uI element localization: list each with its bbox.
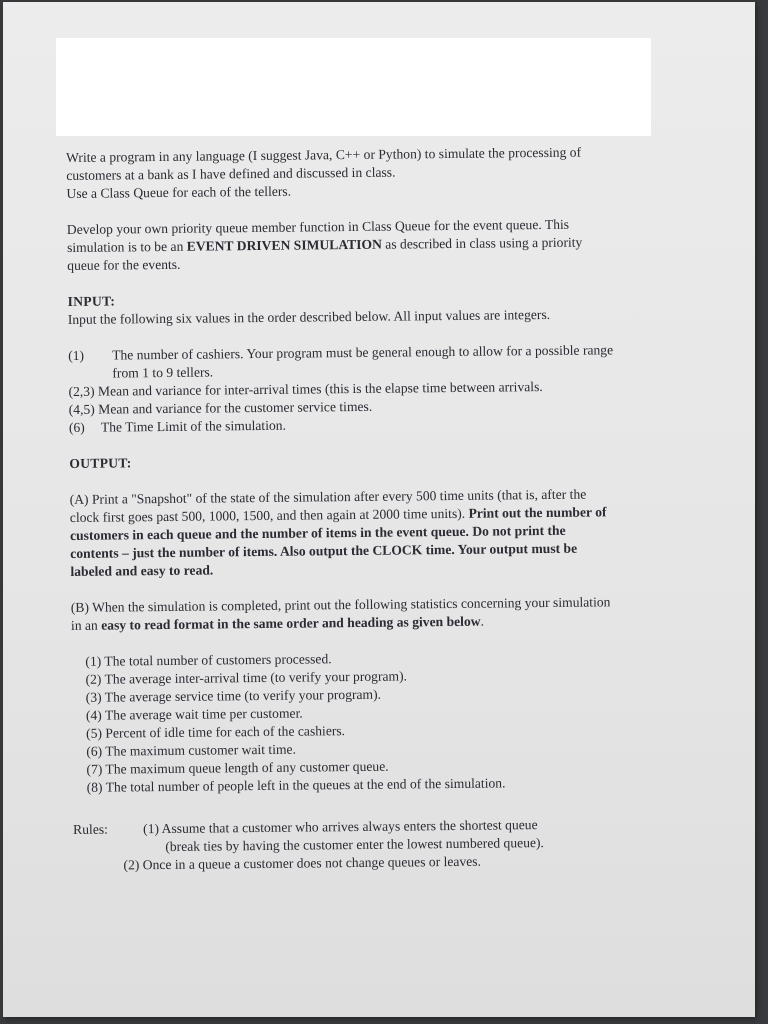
statistic-item: (1) The total number of customers processed. [85,651,332,669]
output-b-line: (B) When the simulation is completed, print out the following statistics concerning your simulation [70,594,611,615]
develop-text: as described in class using a priority [381,234,583,252]
input-item-number: (1) [68,347,85,363]
rule-line: (2) Once in a queue a customer does not change queues or leaves. [123,853,482,873]
input-description: Input the following six values in the order described below. All input values are integers. [67,306,551,327]
input-item-number: (6) [68,419,85,435]
output-b-emphasis: easy to read format in the same order and heading as given below [101,613,481,633]
output-a-emphasis: contents – just the number of items. Also output the CLOCK time. Your output must be [70,540,578,561]
input-item-number: (2,3) [68,383,95,399]
output-a-line: (A) Print a "Snapshot" of the state of the simulation after every 500 time units (that is, after the [69,486,587,507]
develop-line: Develop your own priority queue member function in Class Queue for the event queue. This [66,216,570,237]
output-a-emphasis: Print out the number of [468,504,607,521]
statistic-item: (2) The average inter-arrival time (to verify your program). [85,668,408,687]
statistics-list [71,646,692,796]
rules-body [143,814,693,856]
redacted-area [56,38,651,136]
rules-block [73,814,693,856]
input-item-number: (4,5) [68,401,95,417]
event-driven-emphasis: EVENT DRIVEN SIMULATION [186,236,382,254]
statistic-item: (8) The total number of people left in the queues at the end of the simulation. [86,775,506,795]
input-item-continuation: from 1 to 9 tellers. [112,364,214,381]
output-b-text: in an [70,617,102,633]
input-item-text: Mean and variance for the customer service times. [98,398,373,417]
output-heading: OUTPUT: [69,455,132,471]
output-b-text: . [480,613,485,629]
develop-line: queue for the events. [67,256,181,273]
intro-line: Write a program in any language (I suggest Java, C++ or Python) to simulate the processing of [66,144,582,165]
intro-line: Use a Class Queue for each of the tellers. [66,183,292,201]
statistic-item: (3) The average service time (to verify your program). [85,686,382,705]
statistic-item: (4) The average wait time per customer. [85,705,303,723]
input-heading: INPUT: [67,293,116,309]
input-item-text: The number of cashiers. Your program must be general enough to allow for a possible range [112,342,614,363]
rules-label: Rules: [73,821,108,837]
input-item-text: Mean and variance for inter-arrival times (this is the elapse time between arrivals. [97,379,543,399]
intro-line: customers at a bank as I have defined and discussed in class. [66,164,396,183]
output-a-emphasis: customers in each queue and the number of items in the event queue. Do not print the [69,522,566,543]
statistic-item: (6) The maximum customer wait time. [86,741,297,759]
rule-line: (break ties by having the customer enter the lowest numbered queue). [165,835,544,854]
rule-line: (1) Assume that a customer who arrives always enters the shortest queue [143,817,538,837]
paper-sheet [3,2,755,1017]
input-item-text: The Time Limit of the simulation. [100,417,287,435]
statistic-item: (7) The maximum queue length of any customer queue. [86,758,389,777]
assignment-text [66,143,694,875]
output-a-text: clock first goes past 500, 1000, 1500, and then again at 2000 time units). [69,505,469,525]
output-a-emphasis: labeled and easy to read. [70,562,214,579]
statistic-item: (5) Percent of idle time for each of the cashiers. [86,723,346,741]
develop-text: simulation is to be an [66,238,187,255]
